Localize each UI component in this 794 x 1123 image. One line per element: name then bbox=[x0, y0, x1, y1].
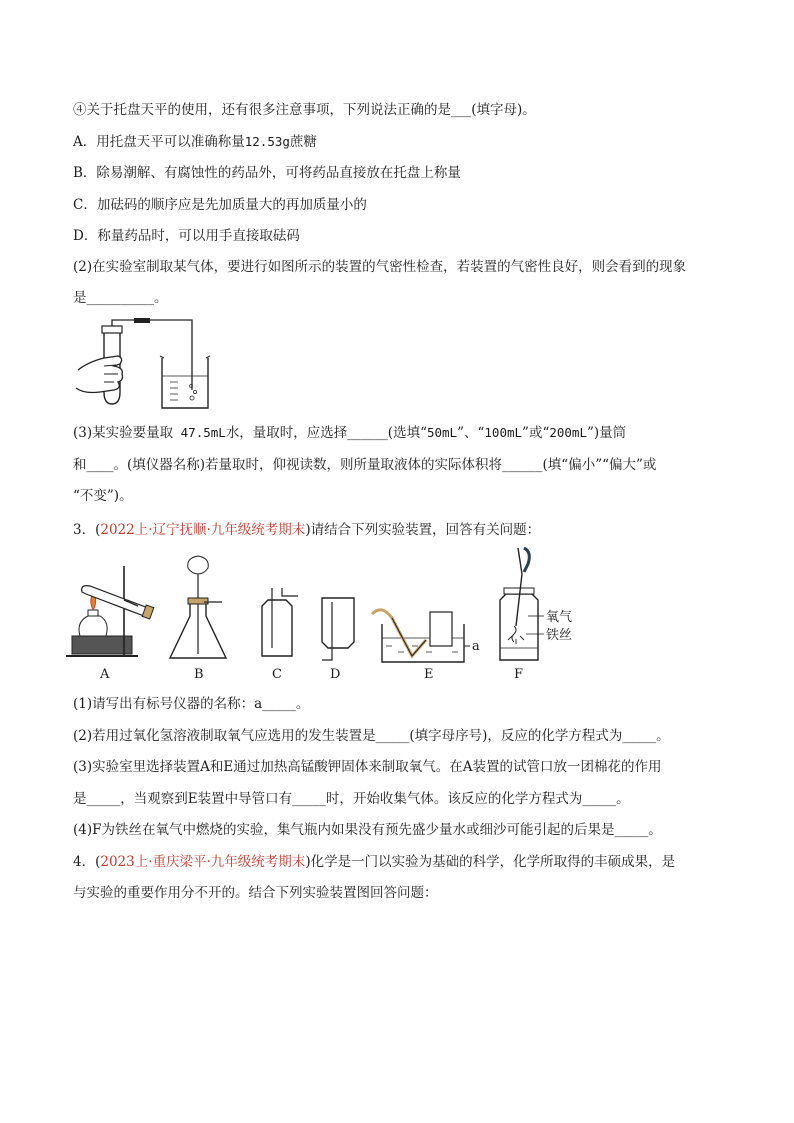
question-4-source: 2023上·重庆梁平·九年级统考期末 bbox=[100, 854, 306, 870]
airtightness-check-figure bbox=[74, 318, 214, 412]
question-4-cont: 与实验的重要作用分不开的。结合下列实验装置图回答问题： bbox=[73, 885, 438, 901]
option-d: D．称量药品时，可以用手直接取砝码 bbox=[73, 228, 300, 244]
f-wire-label: 铁丝 bbox=[546, 628, 573, 643]
q2-part3: (3)某实验要量取 47.5mL水，量取时，应选择______(选填“50mL”、“100mL”或“200mL”)量筒 bbox=[73, 425, 627, 441]
q3-part4: (4)F为铁丝在氧气中燃烧的实验，集气瓶内如果没有预先盛少量水或细沙可能引起的后果是_____。 bbox=[73, 822, 662, 838]
apparatus-a bbox=[66, 566, 154, 656]
q3-part3: (3)实验室里选择装置A和E通过加热高锰酸钾固体来制取氧气。在A装置的试管口放一团棉花的作用 bbox=[73, 759, 662, 775]
apparatus-f bbox=[500, 548, 572, 660]
label-e: E bbox=[424, 667, 434, 682]
apparatus-figure bbox=[66, 544, 596, 684]
label-a: A bbox=[100, 667, 110, 682]
apparatus-b bbox=[170, 556, 226, 658]
q3-part1: (1)请写出有标号仪器的名称：a_____。 bbox=[73, 696, 310, 712]
apparatus-e bbox=[372, 610, 480, 662]
q3-part2: (2)若用过氧化氢溶液制取氧气应选用的发生装置是_____(填字母序号)，反应的化学方程式为_____。 bbox=[73, 728, 670, 744]
option-b: B．除易潮解、有腐蚀性的药品外，可将药品直接放在托盘上称量 bbox=[73, 165, 461, 181]
label-d: D bbox=[330, 667, 341, 682]
q2-part2-cont: 是__________。 bbox=[73, 290, 168, 306]
apparatus-c bbox=[262, 588, 298, 656]
label-f: F bbox=[514, 667, 524, 682]
label-c: C bbox=[272, 667, 282, 682]
q3-part3-cont: 是_____，当观察到E装置中导管口有_____时，开始收集气体。该反应的化学方程式为_____。 bbox=[73, 791, 630, 807]
option-c: C．加砝码的顺序应是先加质量大的再加质量小的 bbox=[73, 197, 367, 213]
q2-part3-cont2: “不变”)。 bbox=[73, 488, 133, 504]
q2-part2: (2)在实验室制取某气体，要进行如图所示的装置的气密性检查，若装置的气密性良好，则会看到的现象 bbox=[73, 259, 687, 275]
question-4-header: 4．(2023上·重庆梁平·九年级统考期末)化学是一门以实验为基础的科学，化学所取得的丰硕成果，是 bbox=[73, 854, 676, 870]
q2-part3-cont: 和____。(填仪器名称)若量取时，仰视读数，则所量取液体的实际体积将______(填“偏小”“偏大”或 bbox=[73, 457, 657, 473]
q2-sub4: ④关于托盘天平的使用，还有很多注意事项，下列说法正确的是___(填字母)。 bbox=[73, 102, 536, 118]
question-3-source: 2022上·辽宁抚顺·九年级统考期末 bbox=[100, 522, 306, 538]
f-oxygen-label: 氧气 bbox=[546, 610, 573, 625]
label-b: B bbox=[194, 667, 204, 682]
question-3-header: 3．(2022上·辽宁抚顺·九年级统考期末)请结合下列实验装置，回答有关问题： bbox=[73, 522, 541, 538]
e-mark-label: a bbox=[472, 639, 480, 654]
apparatus-d bbox=[322, 598, 354, 660]
option-a: A．用托盘天平可以准确称量12.53g蔗糖 bbox=[73, 134, 317, 150]
